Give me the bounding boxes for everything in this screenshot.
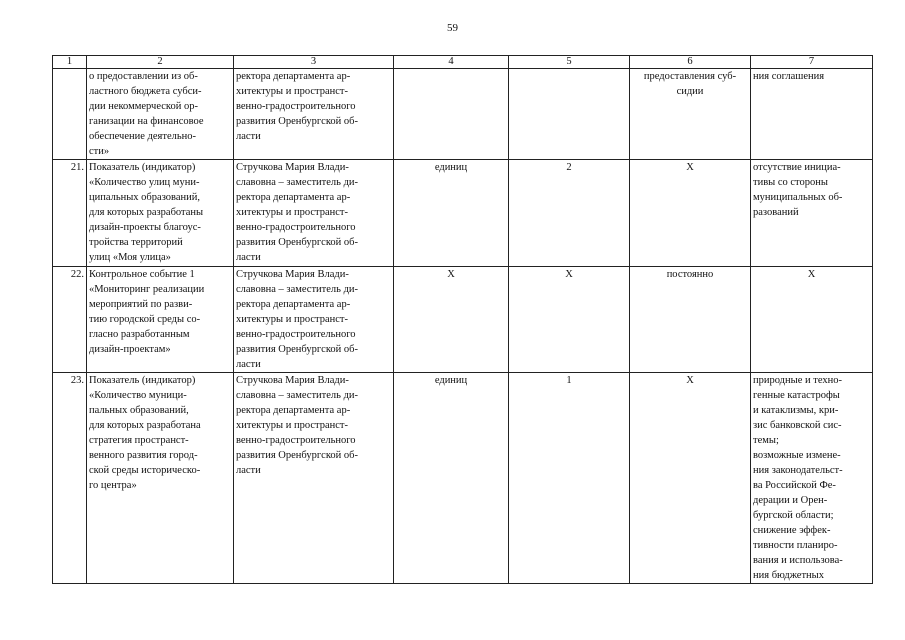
responsible-person: Стручкова Мария Влади- славовна – заместитель ди- ректора департамента ар- хитектуры и пространст- венно-градостроительного развития Оренбургской об- ласти <box>234 373 394 584</box>
item-name: о предоставлении из об- ластного бюджета субси- дии некоммерческой ор- ганизации на финансовое обеспечение деятельно- сти» <box>87 69 234 160</box>
risks: природные и техно- генные катастрофы и катаклизмы, кри- зис банковской сис- темы; возможные измене- ния законодательст- ва Российской Фе- дерации и Орен- бургской области; снижение эффек- тивности планиро- вания и использова- ния бюджетных <box>751 373 873 584</box>
unit: единиц <box>394 373 509 584</box>
deadline: Х <box>630 373 751 584</box>
row-number <box>53 69 87 160</box>
row-number: 23. <box>53 373 87 584</box>
column-number: 5 <box>509 56 630 69</box>
row-number: 21. <box>53 160 87 267</box>
deadline: постоянно <box>630 267 751 373</box>
responsible-person: Стручкова Мария Влади- славовна – заместитель ди- ректора департамента ар- хитектуры и пространст- венно-градостроительного развития Оренбургской об- ласти <box>234 160 394 267</box>
risks: отсутствие инициа- тивы со стороны муниципальных об- разований <box>751 160 873 267</box>
value: 2 <box>509 160 630 267</box>
unit: единиц <box>394 160 509 267</box>
unit <box>394 69 509 160</box>
column-number: 6 <box>630 56 751 69</box>
column-number: 1 <box>53 56 87 69</box>
value: 1 <box>509 373 630 584</box>
table-row <box>53 69 873 160</box>
page-number: 59 <box>447 22 458 34</box>
value: Х <box>509 267 630 373</box>
risks: ния соглашения <box>751 69 873 160</box>
responsible-person: Стручкова Мария Влади- славовна – заместитель ди- ректора департамента ар- хитектуры и пространст- венно-градостроительного развития Оренбургской об- ласти <box>234 267 394 373</box>
item-name: Показатель (индикатор) «Количество улиц муни- ципальных образований, для которых разработаны дизайн-проекты благоус- тройства территорий улиц «Моя улица» <box>87 160 234 267</box>
column-number: 4 <box>394 56 509 69</box>
item-name: Показатель (индикатор) «Количество муници- пальных образований, для которых разработана стратегия пространст- венного развития город- ской среды историческо- го центра» <box>87 373 234 584</box>
column-number-row <box>53 56 873 69</box>
column-number: 2 <box>87 56 234 69</box>
risks: Х <box>751 267 873 373</box>
value <box>509 69 630 160</box>
table-row <box>53 267 873 373</box>
row-number: 22. <box>53 267 87 373</box>
item-name: Контрольное событие 1 «Мониторинг реализации мероприятий по разви- тию городской среды со- гласно разработанным дизайн-проектам» <box>87 267 234 373</box>
deadline: Х <box>630 160 751 267</box>
table-row <box>53 160 873 267</box>
column-number: 3 <box>234 56 394 69</box>
plan-table <box>52 55 873 584</box>
responsible-person: ректора департамента ар- хитектуры и пространст- венно-градостроительного развития Оренбургской об- ласти <box>234 69 394 160</box>
unit: Х <box>394 267 509 373</box>
column-number: 7 <box>751 56 873 69</box>
table-row <box>53 373 873 584</box>
deadline: предоставления суб- сидии <box>630 69 751 160</box>
